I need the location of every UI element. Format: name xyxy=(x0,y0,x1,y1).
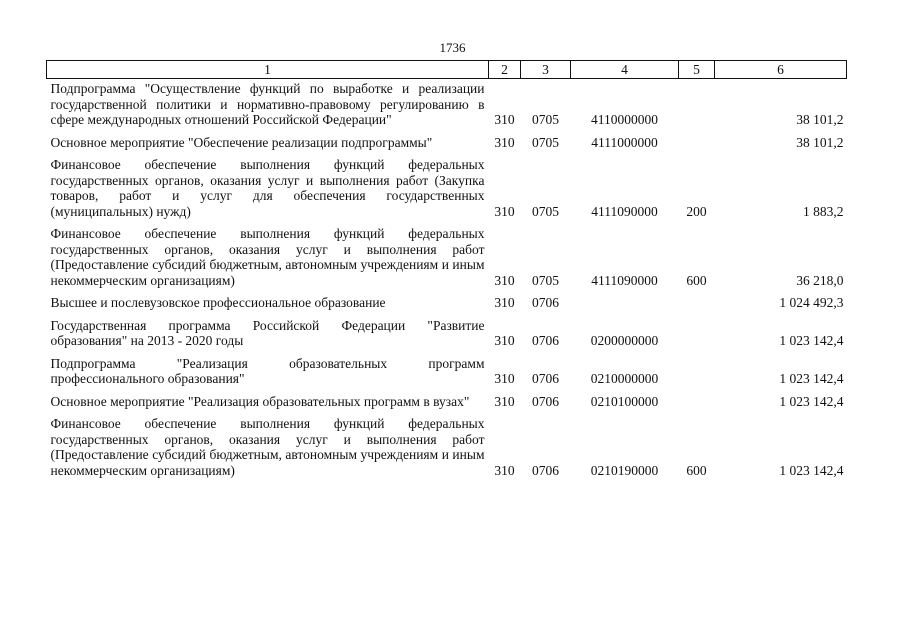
row-section-code: 0706 xyxy=(532,295,559,310)
row-name: Государственная программа Российской Федерации "Развитие образования" на 2013 - 2020 годы xyxy=(50,317,485,348)
header-col-3: 3 xyxy=(521,61,571,79)
row-target-code: 0210190000 xyxy=(590,462,659,478)
row-expense-type xyxy=(679,356,715,394)
header-col-6: 6 xyxy=(715,61,847,79)
header-col-5: 5 xyxy=(679,61,715,79)
row-section-code: 0706 xyxy=(532,333,559,348)
row-target-code: 4111000000 xyxy=(591,134,658,150)
row-ministry-code: 310 xyxy=(494,333,515,348)
table-row xyxy=(47,226,847,295)
table-row xyxy=(47,416,847,485)
page-number: 1736 xyxy=(439,40,466,55)
row-sum: 1 023 142,4 xyxy=(779,393,844,409)
table-row xyxy=(47,157,847,226)
row-section-code: 0705 xyxy=(532,112,559,127)
header-col-1: 1 xyxy=(47,61,489,79)
row-name: Подпрограмма "Реализация образовательных программ профессионального образования" xyxy=(50,355,485,386)
row-sum: 1 023 142,4 xyxy=(779,333,844,348)
row-expense-type xyxy=(679,135,715,158)
row-ministry-code: 310 xyxy=(494,371,515,386)
row-sum: 38 101,2 xyxy=(796,112,844,127)
row-target-code xyxy=(571,295,679,318)
row-sum: 38 101,2 xyxy=(796,134,844,150)
row-expense-type xyxy=(679,295,715,318)
table-row xyxy=(47,394,847,417)
row-target-code: 4111090000 xyxy=(591,272,658,288)
row-section-code: 0705 xyxy=(532,203,559,219)
row-ministry-code: 310 xyxy=(494,134,515,150)
row-expense-type xyxy=(679,318,715,356)
table-row xyxy=(47,318,847,356)
table-row xyxy=(47,356,847,394)
table-row xyxy=(47,295,847,318)
row-target-code: 0200000000 xyxy=(590,333,659,348)
row-ministry-code: 310 xyxy=(494,393,515,409)
header-col-2: 2 xyxy=(489,61,521,79)
row-ministry-code: 310 xyxy=(494,203,515,219)
row-ministry-code: 310 xyxy=(494,272,515,288)
table-row xyxy=(47,79,847,135)
row-target-code: 0210000000 xyxy=(590,371,659,386)
row-sum: 1 024 492,3 xyxy=(779,295,844,310)
table-header xyxy=(47,61,847,79)
table-row xyxy=(47,135,847,158)
header-col-4: 4 xyxy=(571,61,679,79)
row-name: Высшее и послевузовское профессиональное образование xyxy=(50,295,386,310)
row-section-code: 0705 xyxy=(532,134,559,150)
row-expense-type xyxy=(679,394,715,417)
row-target-code: 4110000000 xyxy=(591,112,658,127)
row-name: Финансовое обеспечение выполнения функций федеральных государственных органов, оказания услуг и выполнения работ (Предоставление субсидий бюджетным, автономным учреждениям и иным некоммерческим организациям) xyxy=(50,416,485,478)
row-name: Основное мероприятие "Обеспечение реализации подпрограммы" xyxy=(50,134,433,150)
row-ministry-code: 310 xyxy=(494,112,515,127)
row-sum: 1 023 142,4 xyxy=(779,462,844,478)
header-row xyxy=(47,61,847,79)
row-target-code: 0210100000 xyxy=(590,393,659,409)
row-expense-type: 200 xyxy=(686,203,707,219)
row-ministry-code: 310 xyxy=(494,295,515,310)
row-expense-type: 600 xyxy=(686,462,707,478)
row-sum: 1 023 142,4 xyxy=(779,371,844,386)
row-name: Подпрограмма "Осуществление функций по выработке и реализации государственной политики и нормативно-правовому регулированию в сфере международных отношений Российской Федерации" xyxy=(50,81,485,127)
row-section-code: 0706 xyxy=(532,462,559,478)
row-ministry-code: 310 xyxy=(494,462,515,478)
row-name: Финансовое обеспечение выполнения функций федеральных государственных органов, оказания услуг и выполнения работ (Закупка товаров, работ и услуг для обеспечения государственных (муниципальных) нужд) xyxy=(50,157,485,219)
row-section-code: 0706 xyxy=(532,393,559,409)
row-target-code: 4111090000 xyxy=(591,203,658,219)
row-name: Финансовое обеспечение выполнения функций федеральных государственных органов, оказания услуг и выполнения работ (Предоставление субсидий бюджетным, автономным учреждениям и иным некоммерческим организациям) xyxy=(50,226,485,288)
row-expense-type: 600 xyxy=(686,272,707,288)
row-name: Основное мероприятие "Реализация образовательных программ в вузах" xyxy=(50,393,470,409)
row-sum: 1 883,2 xyxy=(803,203,844,219)
row-section-code: 0706 xyxy=(532,371,559,386)
budget-table xyxy=(46,60,847,485)
row-expense-type xyxy=(679,79,715,135)
table-body xyxy=(47,79,847,486)
row-sum: 36 218,0 xyxy=(796,272,844,288)
row-section-code: 0705 xyxy=(532,272,559,288)
